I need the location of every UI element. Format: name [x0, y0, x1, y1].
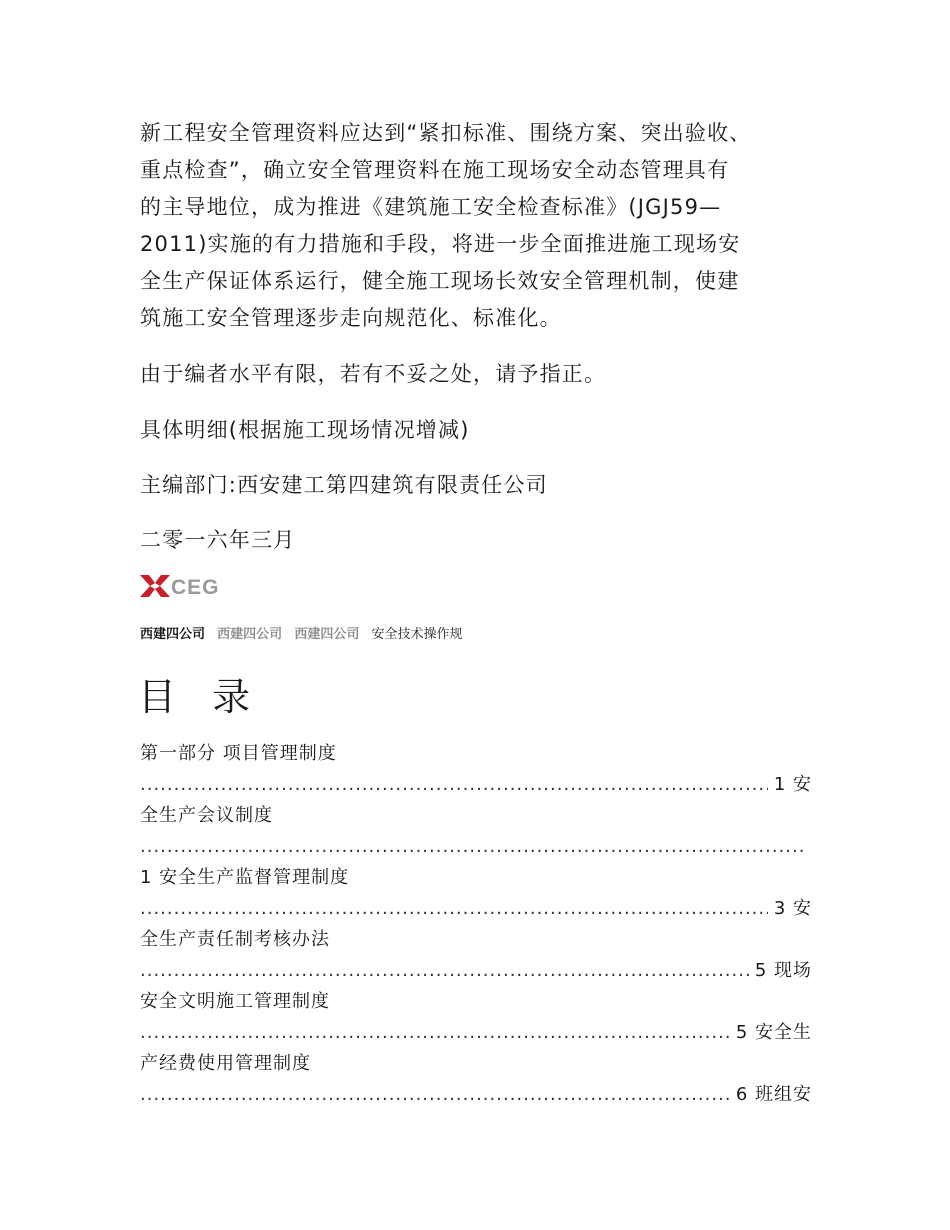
running-header: [140, 623, 470, 642]
preface-line-1: 新工程安全管理资料应达到“紧扣标准、围绕方案、突出验收、: [140, 121, 752, 145]
toc-dot-leader: [140, 955, 749, 986]
toc-entry-leader[interactable]: [140, 831, 812, 862]
preface-line-6: 筑施工安全管理逐步走向规范化、标准化。: [140, 306, 562, 330]
preface-line-3: 的主导地位，成为推进《建筑施工安全检查标准》(JGJ59—: [140, 195, 722, 219]
toc-page-number: 3 安: [773, 898, 812, 919]
toc-entry-leader[interactable]: [140, 1017, 812, 1048]
toc-entry-text[interactable]: 安全文明施工管理制度: [140, 991, 330, 1012]
toc-entry-leader[interactable]: [140, 1079, 812, 1110]
header-company-2: 西建四公司: [217, 627, 283, 642]
date-line: 二零一六年三月: [140, 528, 296, 552]
toc-dot-leader: [140, 1017, 730, 1048]
toc-entry-text[interactable]: 全生产责任制考核办法: [140, 929, 330, 950]
toc-dot-leader: [140, 769, 768, 800]
toc-entry-text[interactable]: 全生产会议制度: [140, 805, 273, 826]
toc-entry-text[interactable]: 1 安全生产监督管理制度: [140, 867, 350, 888]
toc-entry-leader[interactable]: [140, 893, 812, 924]
toc-dot-leader: [140, 893, 768, 924]
apology-line: 由于编者水平有限，若有不妥之处，请予指正。: [140, 362, 607, 386]
toc-dot-leader: [140, 1079, 730, 1110]
toc-page-number: 5 安全生: [735, 1022, 812, 1043]
header-company-1: 西建四公司: [140, 627, 206, 642]
toc-entry-leader[interactable]: [140, 955, 812, 986]
toc-page-number: 6 班组安: [735, 1084, 812, 1105]
header-doc-title: 安全技术操作规: [371, 627, 463, 642]
toc-entry-text[interactable]: 产经费使用管理制度: [140, 1053, 311, 1074]
table-of-contents: [140, 738, 812, 1110]
preface-paragraph: [140, 115, 820, 337]
toc-title: 目 录: [138, 675, 263, 719]
preface-line-4: 2011)实施的有力措施和手段，将进一步全面推进施工现场安: [140, 232, 741, 256]
header-company-3: 西建四公司: [294, 627, 360, 642]
editor-line: 主编部门:西安建工第四建筑有限责任公司: [140, 473, 548, 497]
toc-entry-text[interactable]: 第一部分 项目管理制度: [140, 743, 337, 764]
toc-page-number: 1 安: [773, 774, 812, 795]
toc-page-number: 5 现场: [754, 960, 812, 981]
toc-dot-leader: [140, 831, 806, 862]
preface-line-2: 重点检查”，确立安全管理资料在施工现场安全动态管理具有: [140, 158, 730, 182]
ceg-logo-icon: [140, 572, 230, 600]
logo-wordmark: CEG: [171, 576, 220, 599]
preface-line-5: 全生产保证体系运行，健全施工现场长效安全管理机制，使建: [140, 269, 740, 293]
detail-note-line: 具体明细(根据施工现场情况增减): [140, 418, 470, 442]
ceg-logo: [140, 572, 230, 600]
toc-entry-leader[interactable]: [140, 769, 812, 800]
